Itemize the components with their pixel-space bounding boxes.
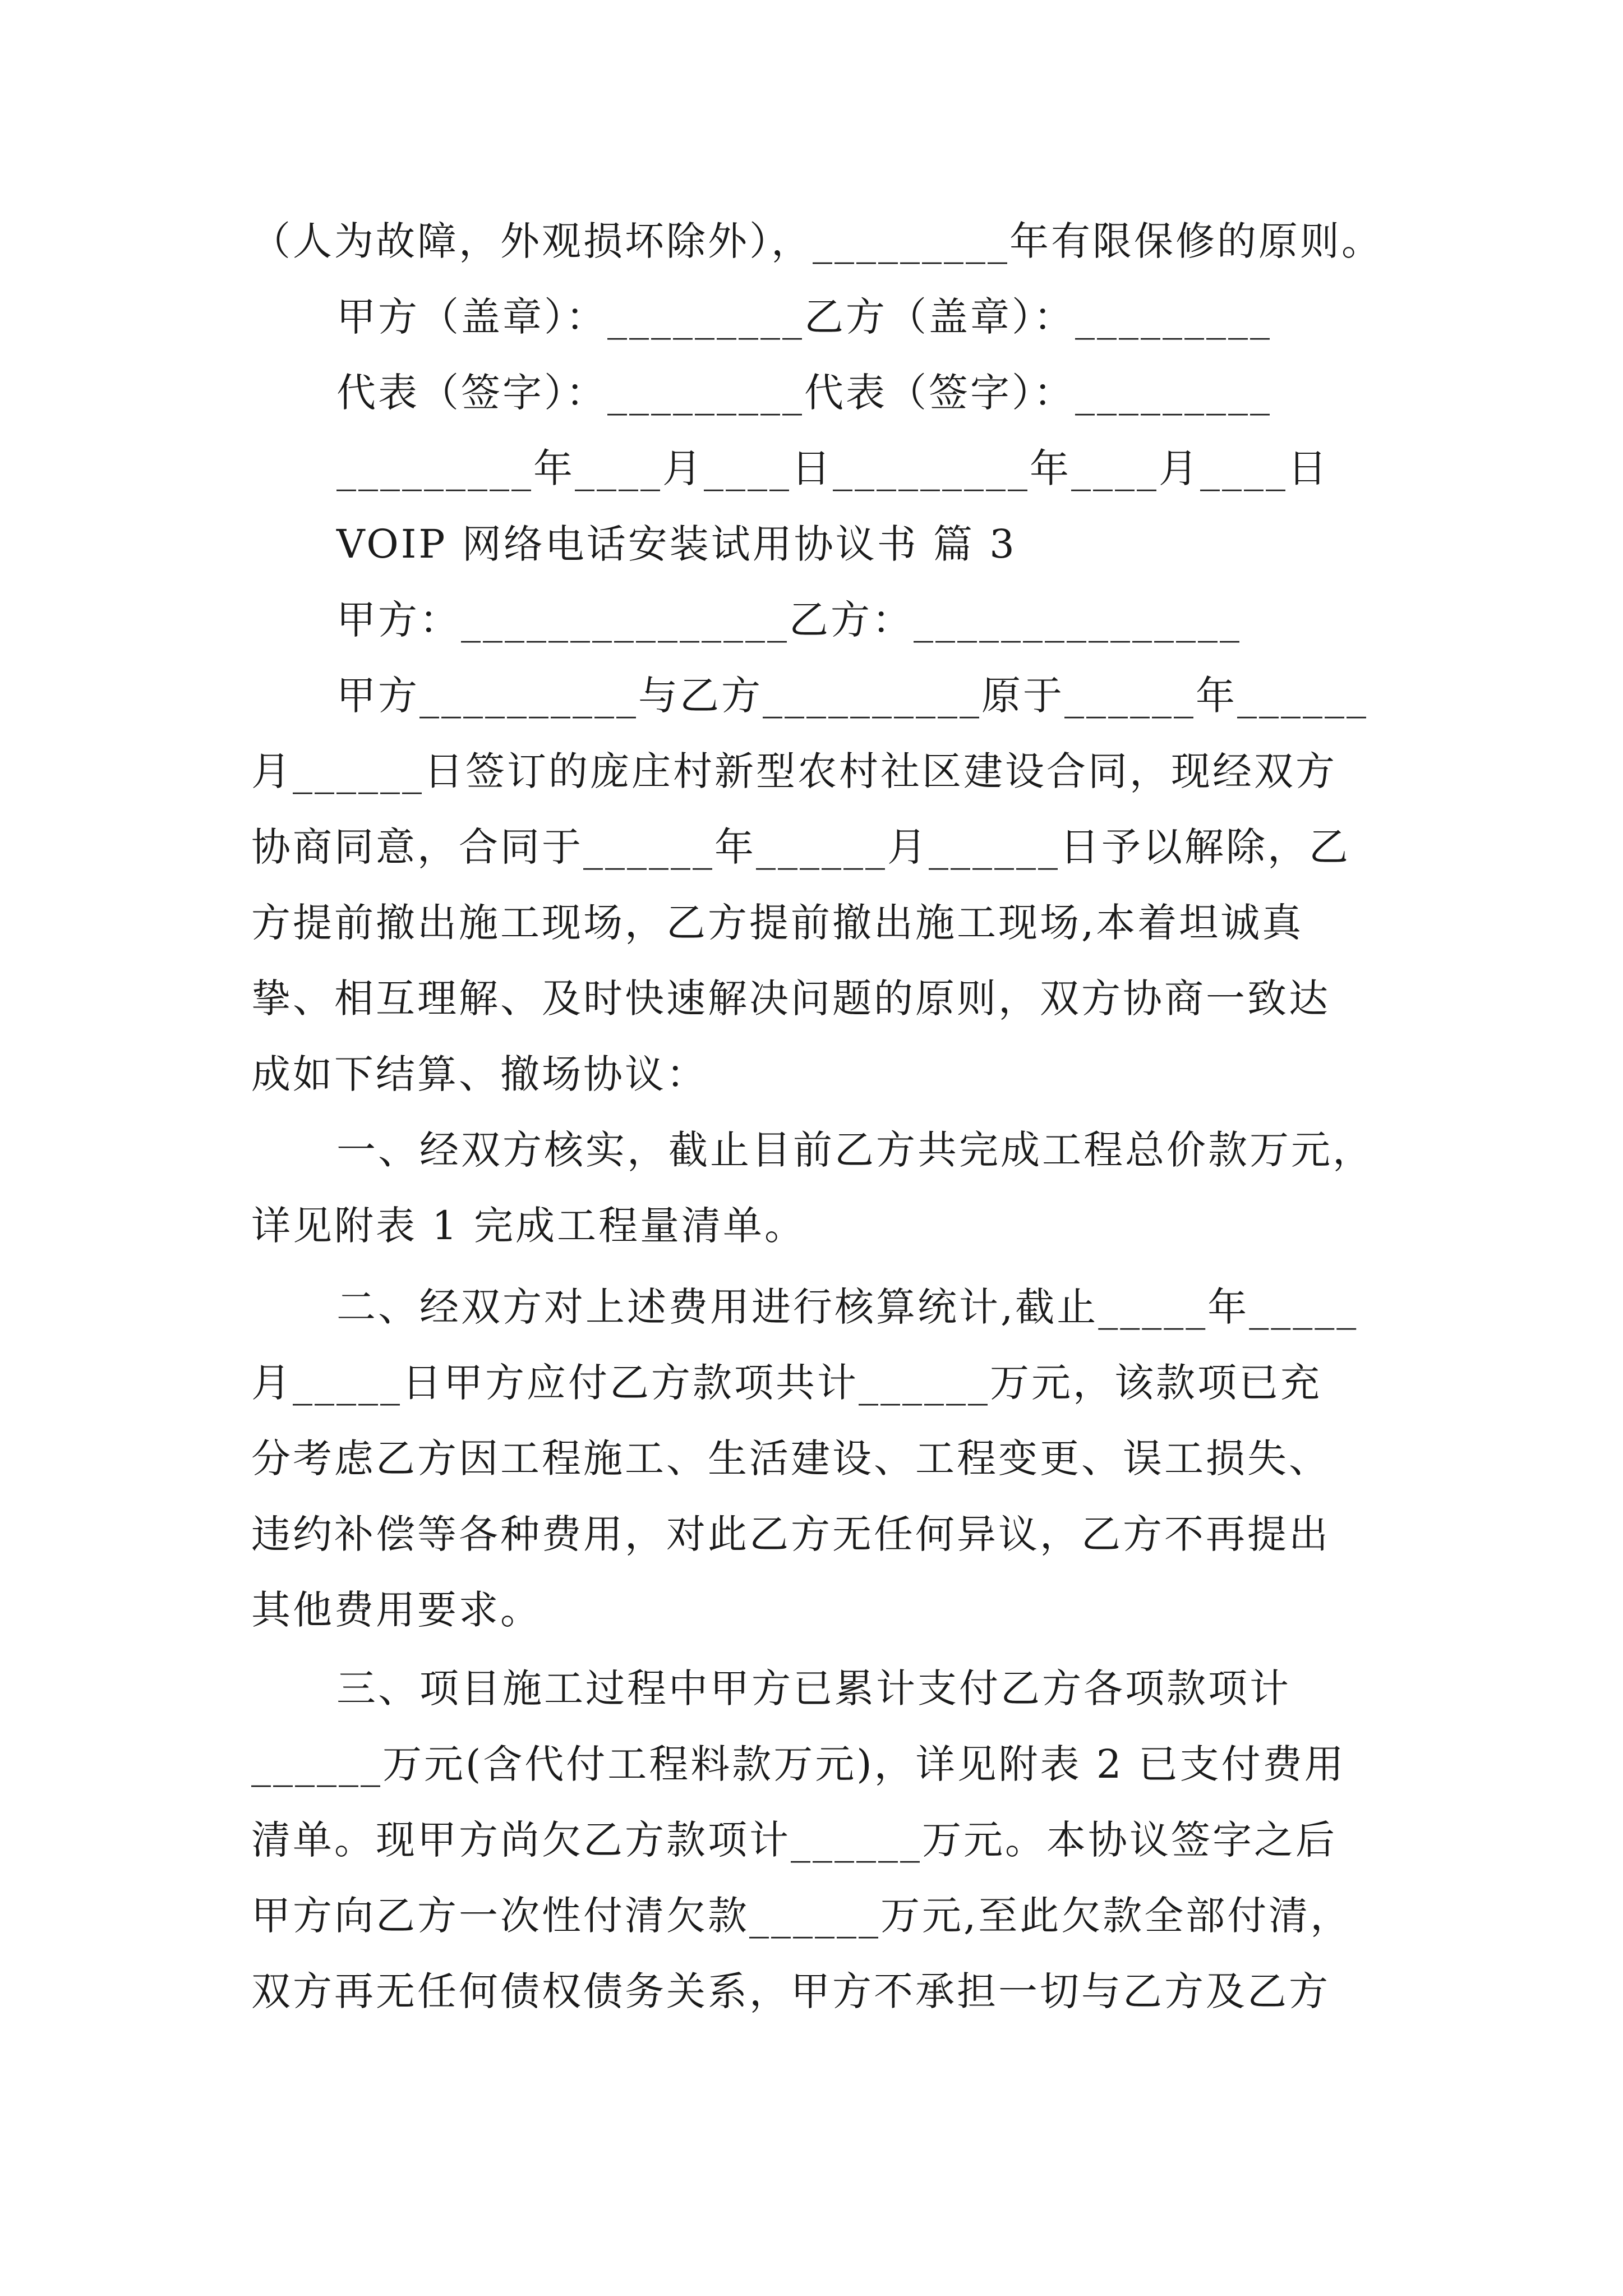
signature-seal-line: 甲方（盖章）：_________乙方（盖章）：_________ [336,294,1272,340]
text-line: ______万元(含代付工程料款万元)，详见附表 2 已支付费用 [251,1741,1346,1787]
text-line: 方提前撤出施工现场，乙方提前撤出施工现场,本着坦诚真 [251,900,1304,946]
text-line: 甲方__________与乙方__________原于______年______ [336,673,1368,719]
text-line: 分考虑乙方因工程施工、生活建设、工程变更、误工损失、 [251,1435,1330,1481]
text-line: 协商同意，合同于______年______月______日予以解除，乙 [251,824,1350,870]
text-line: 挚、相互理解、及时快速解决问题的原则，双方协商一致达 [251,976,1330,1022]
text-line: 清单。现甲方尚欠乙方款项计______万元。本协议签字之后 [251,1817,1337,1863]
text-line: 详见附表 1 完成工程量清单。 [251,1203,806,1249]
text-line: 其他费用要求。 [251,1587,542,1633]
text-line: （人为故障，外观损坏除外），_________年有限保修的原则。 [251,218,1383,264]
section-title: VOIP 网络电话安装试用协议书 篇 3 [336,521,1017,567]
clause-3: 三、项目施工过程中甲方已累计支付乙方各项款项计 [336,1665,1291,1711]
text-line: 成如下结算、撤场协议： [251,1051,708,1097]
text-line: 甲方向乙方一次性付清欠款______万元,至此欠款全部付清， [251,1893,1352,1939]
text-line: 月_____日甲方应付乙方款项共计______万元，该款项已充 [251,1360,1322,1406]
clause-2: 二、经双方对上述费用进行核算统计,截止_____年_____ [336,1284,1359,1330]
text-line: 双方再无任何债权债务关系，甲方不承担一切与乙方及乙方 [251,1968,1330,2014]
clause-1: 一、经双方核实，截止目前乙方共完成工程总价款万元， [336,1127,1374,1173]
parties-line: 甲方：_______________乙方：_______________ [336,597,1242,643]
text-line: 月______日签订的庞庄村新型农村社区建设合同，现经双方 [251,748,1337,794]
signature-representative-line: 代表（签字）：_________代表（签字）：_________ [336,370,1272,416]
text-line: 违约补偿等各种费用，对此乙方无任何异议，乙方不再提出 [251,1511,1330,1557]
signature-date-line: _________年____月____日_________年____月____日 [336,445,1329,491]
